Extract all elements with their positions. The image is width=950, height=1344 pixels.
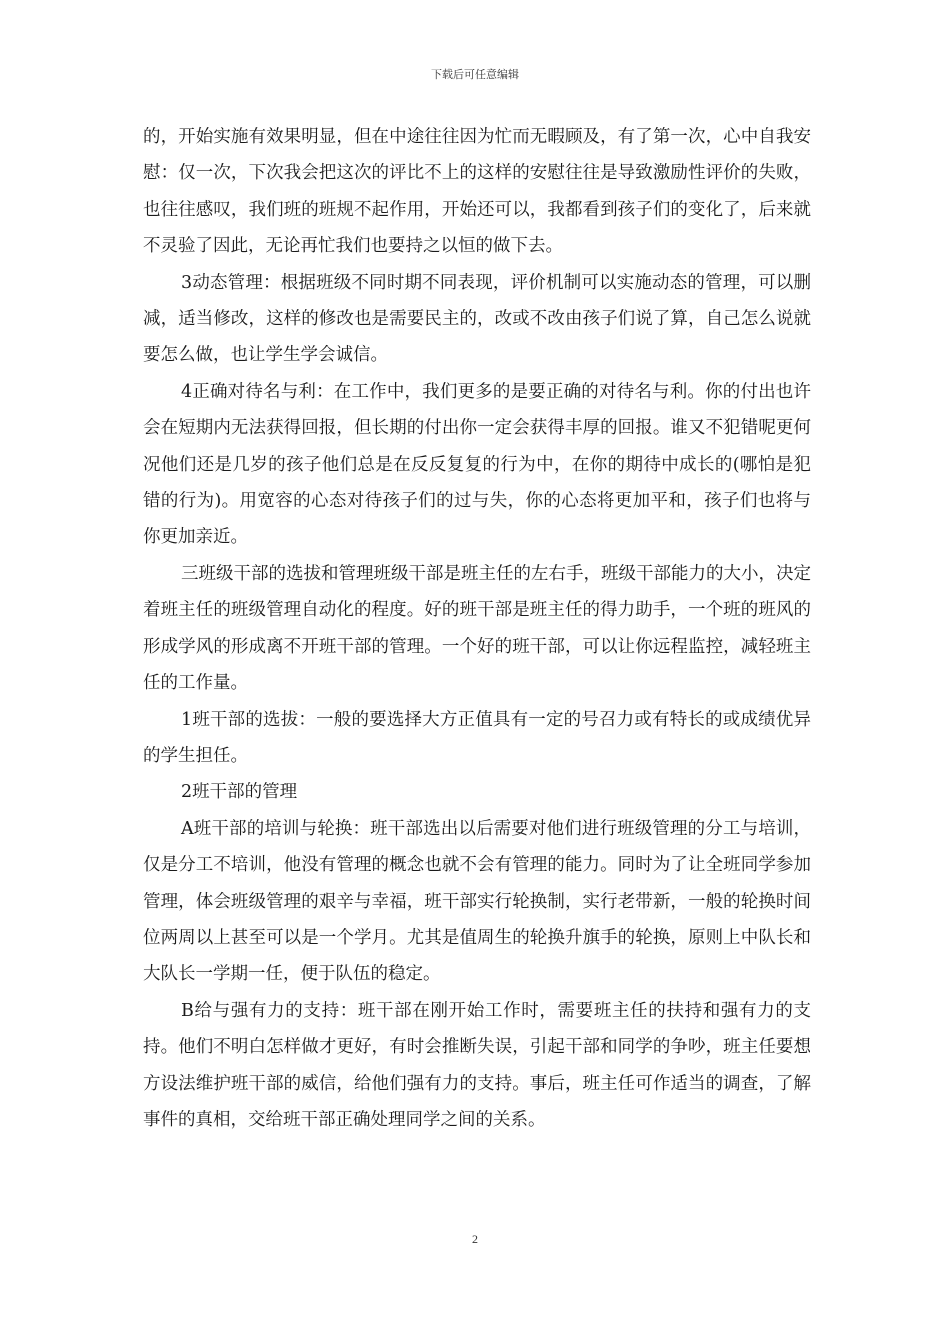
paragraph-continuation: 的，开始实施有效果明显，但在中途往往因为忙而无暇顾及，有了第一次，心中自我安慰：仅一次，下次我会把这次的评比不上的这样的安慰往往是导致激励性评价的失败，也往往感叹，我们班的班规不起作用，开始还可以，我都看到孩子们的变化了，后来就不灵验了因此，无论再忙我们也要持之以恒的做下去。 (143, 127, 811, 257)
paragraph-strong-support: B给与强有力的支持：班干部在刚开始工作时，需要班主任的扶持和强有力的支持。他们不明白怎样做才更好，有时会推断失误，引起干部和同学的争吵，班主任要想方设法维护班干部的威信，给他们强有力的支持。事后，班主任可作适当的调查，了解事件的真相，交给班干部正确处理同学之间的关系。 (143, 1000, 811, 1130)
paragraph-cadre-selection: 1班干部的选拔：一般的要选择大方正值具有一定的号召力或有特长的或成绩优异的学生担任。 (143, 709, 811, 766)
page-header: 下载后可任意编辑 (431, 68, 519, 81)
document-body (143, 119, 811, 1138)
paragraph-training-rotation: A班干部的培训与轮换：班干部选出以后需要对他们进行班级管理的分工与培训，仅是分工不培训，他没有管理的概念也就不会有管理的能力。同时为了让全班同学参加管理，体会班级管理的艰辛与幸福，班干部实行轮换制，实行老带新，一般的轮换时间位两周以上甚至可以是一个学月。尤其是值周生的轮换升旗手的轮换，原则上中队长和大队长一学期一任，便于队伍的稳定。 (143, 818, 811, 985)
paragraph-fame-and-gain: 4正确对待名与利：在工作中，我们更多的是要正确的对待名与利。你的付出也许会在短期内无法获得回报，但长期的付出你一定会获得丰厚的回报。谁又不犯错呢更何况他们还是几岁的孩子他们总是在反反复复的行为中，在你的期待中成长的(哪怕是犯错的行为)。用宽容的心态对待孩子们的过与失，你的心态将更加平和，孩子们也将与你更加亲近。 (143, 381, 811, 548)
paragraph-cadre-management-heading: 2班干部的管理 (181, 782, 298, 803)
paragraph-class-cadre-selection-management: 三班级干部的选拔和管理班级干部是班主任的左右手，班级干部能力的大小，决定着班主任的班级管理自动化的程度。好的班干部是班主任的得力助手，一个班的班风的形成学风的形成离不开班干部的管理。一个好的班干部，可以让你远程监控，减轻班主任的工作量。 (143, 563, 811, 694)
page-number: 2 (472, 1232, 478, 1246)
paragraph-dynamic-management: 3动态管理：根据班级不同时期不同表现，评价机制可以实施动态的管理，可以删减，适当修改，这样的修改也是需要民主的，改或不改由孩子们说了算，自己怎么说就要怎么做，也让学生学会诚信。 (143, 272, 811, 366)
